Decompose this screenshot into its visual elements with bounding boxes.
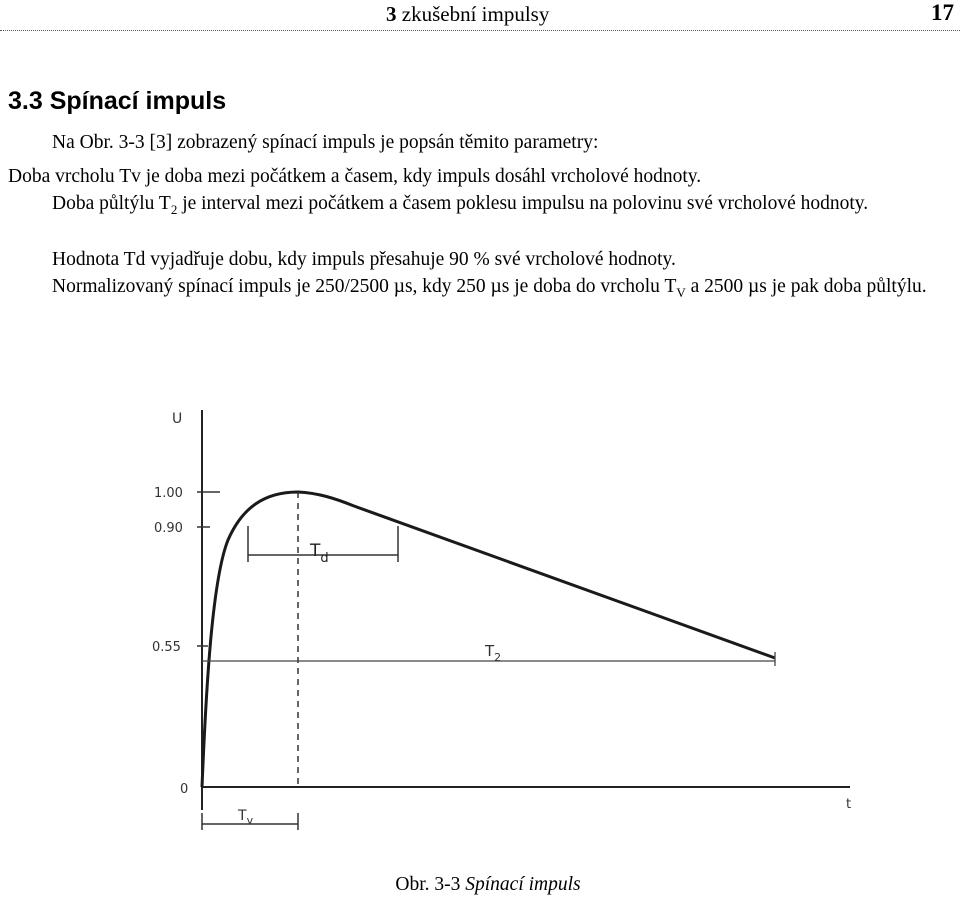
- figure-caption: [0, 874, 960, 896]
- switching-impulse-figure: [140, 390, 870, 860]
- tick-label-1-00: 1.00: [154, 486, 183, 501]
- section-title: 3.3 Spínací impuls: [8, 87, 227, 115]
- page-header: [0, 0, 960, 31]
- tick-label-0: 0: [180, 782, 189, 797]
- paragraph-t2-text-a: Doba půltýlu T: [52, 193, 171, 214]
- paragraph-normalized: [8, 273, 956, 306]
- chapter-number: 3: [386, 2, 397, 26]
- td-label: $T_d$: [310, 541, 329, 566]
- paragraph-t2-text-b: je interval mezi počátkem a časem poklesu impulsu na polovinu své vrcholové hodnoty.: [177, 193, 869, 214]
- paragraph-normalized-subscript: V: [676, 284, 686, 300]
- caption-title: Spínací impuls: [465, 874, 581, 895]
- impulse-curve: [202, 492, 775, 787]
- paragraph-intro: Na Obr. 3-3 [3] zobrazený spínací impuls je popsán těmito parametry:: [52, 132, 599, 153]
- paragraph-normalized-text-b: a 2500 µs je pak doba půltýlu.: [685, 276, 927, 297]
- page-number: 17: [931, 0, 954, 25]
- caption-prefix: Obr. 3-3: [395, 874, 466, 895]
- t2-label: $T_2$: [485, 642, 502, 664]
- paragraph-td: Hodnota Td vyjadřuje dobu, kdy impuls přesahuje 90 % své vrcholové hodnoty.: [52, 249, 676, 270]
- tv-label: $T_v$: [238, 808, 254, 827]
- paragraph-t2-subscript: 2: [170, 201, 178, 217]
- paragraph-tv: Doba vrcholu Tv je doba mezi počátkem a časem, kdy impuls dosáhl vrcholové hodnoty.: [8, 166, 702, 187]
- x-axis-label: t: [846, 797, 852, 812]
- impulse-diagram: [140, 390, 870, 860]
- chapter-title: zkušební impulsy: [401, 2, 550, 26]
- tick-label-0-55: 0.55: [152, 640, 181, 655]
- tick-label-0-90: 0.90: [154, 521, 183, 536]
- paragraph-t2: [8, 190, 956, 223]
- header-chapter-title: [386, 2, 549, 27]
- y-axis-label: U: [172, 411, 183, 427]
- paragraph-normalized-text-a: Normalizovaný spínací impuls je 250/2500 µs, kdy 250 µs je doba do vrcholu T: [52, 276, 677, 297]
